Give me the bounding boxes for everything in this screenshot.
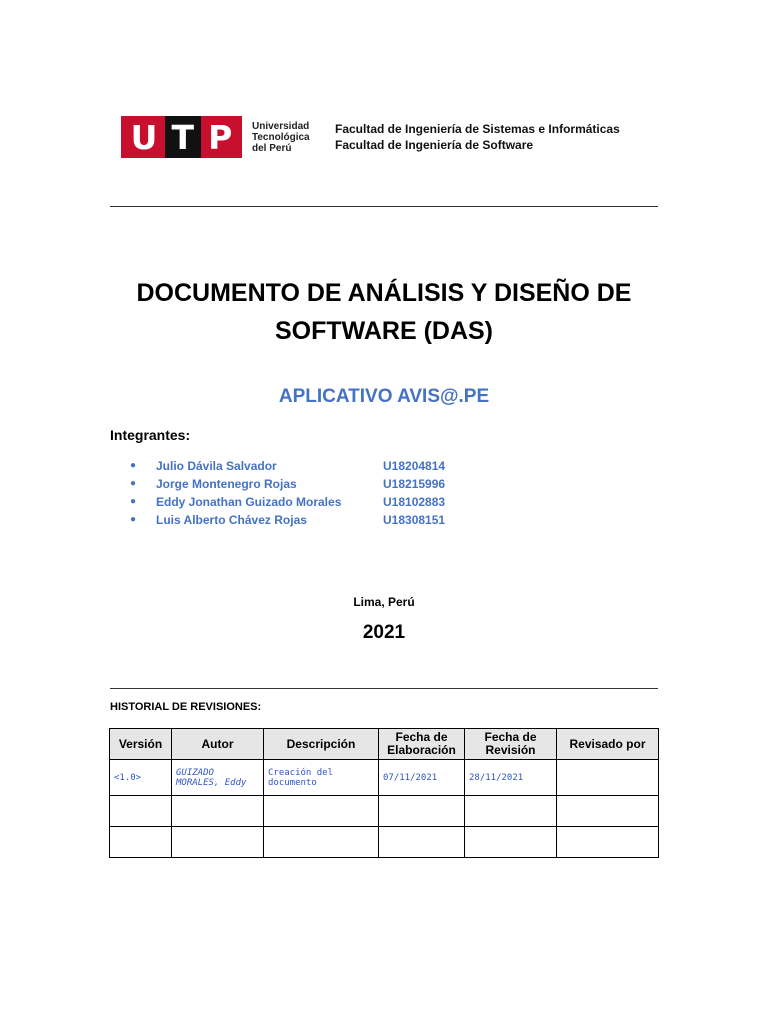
cell-reviewer [557, 760, 659, 796]
year-label: 2021 [362, 622, 406, 643]
history-divider [110, 688, 658, 689]
logo-text-line: Tecnológica [252, 131, 310, 143]
list-item [130, 493, 530, 511]
cell-reviewed: 28/11/2021 [465, 760, 557, 796]
cell-description [264, 796, 379, 827]
member-name: Eddy Jonathan Guizado Morales [156, 495, 342, 509]
utp-logo [121, 116, 310, 158]
column-header-version: Versión [110, 729, 172, 760]
bullet-icon: ● [130, 514, 137, 525]
logo-letter-u: U [130, 117, 158, 157]
cell-reviewer [557, 796, 659, 827]
logo-text-line: Universidad [252, 120, 310, 132]
logo-wordmark [252, 116, 310, 158]
column-header-reviewed: Fecha de Revisión [465, 729, 557, 760]
member-code: U18215996 [383, 477, 446, 491]
cell-created [379, 796, 465, 827]
document-subtitle: APLICATIVO AVIS@.PE [278, 386, 490, 407]
table-row [110, 827, 659, 858]
logo-letter-t: T [165, 116, 201, 158]
cell-description [264, 827, 379, 858]
member-name: Jorge Montenegro Rojas [156, 477, 297, 491]
logo-letter-p: P [208, 117, 233, 157]
cell-description: Creación del documento [264, 760, 379, 796]
cell-reviewed [465, 796, 557, 827]
cell-author [172, 796, 264, 827]
bullet-icon: ● [130, 496, 137, 507]
header-divider [110, 206, 658, 207]
column-header-description: Descripción [264, 729, 379, 760]
list-item [130, 511, 530, 529]
member-code: U18308151 [383, 513, 446, 527]
member-code: U18102883 [383, 495, 446, 509]
cell-created [379, 827, 465, 858]
members-label: Integrantes: [110, 427, 191, 443]
bullet-icon: ● [130, 460, 137, 471]
column-header-created: Fecha de Elaboración [379, 729, 465, 760]
table-row [110, 796, 659, 827]
member-code: U18204814 [383, 459, 446, 473]
faculty-block [335, 121, 620, 153]
document-title [110, 274, 658, 350]
cell-version: <1.0> [110, 760, 172, 796]
list-item [130, 475, 530, 493]
cell-created: 07/11/2021 [379, 760, 465, 796]
document-title-line-2: SOFTWARE (DAS) [274, 317, 494, 345]
logo-text-line: del Perú [252, 142, 292, 154]
faculty-line-1: Facultad de Ingeniería de Sistemas e Informáticas [335, 122, 620, 136]
document-title-line-1: DOCUMENTO DE ANÁLISIS Y DISEÑO DE [136, 279, 632, 307]
cell-reviewer [557, 827, 659, 858]
bullet-icon: ● [130, 478, 137, 489]
cell-reviewed [465, 827, 557, 858]
members-list [130, 457, 530, 529]
member-name: Luis Alberto Chávez Rojas [156, 513, 307, 527]
cell-version [110, 796, 172, 827]
table-row [110, 760, 659, 796]
list-item [130, 457, 530, 475]
cell-author [172, 827, 264, 858]
member-name: Julio Dávila Salvador [156, 459, 277, 473]
faculty-line-2: Facultad de Ingeniería de Software [335, 138, 534, 152]
utp-logo-mark [121, 116, 242, 158]
column-header-author: Autor [172, 729, 264, 760]
history-label: HISTORIAL DE REVISIONES: [110, 701, 262, 713]
place-label: Lima, Perú [353, 595, 415, 609]
cell-author: GUIZADO MORALES, Eddy [172, 760, 264, 796]
table-header-row [110, 729, 659, 760]
cell-version [110, 827, 172, 858]
revision-history-table [109, 728, 659, 858]
column-header-reviewer: Revisado por [557, 729, 659, 760]
